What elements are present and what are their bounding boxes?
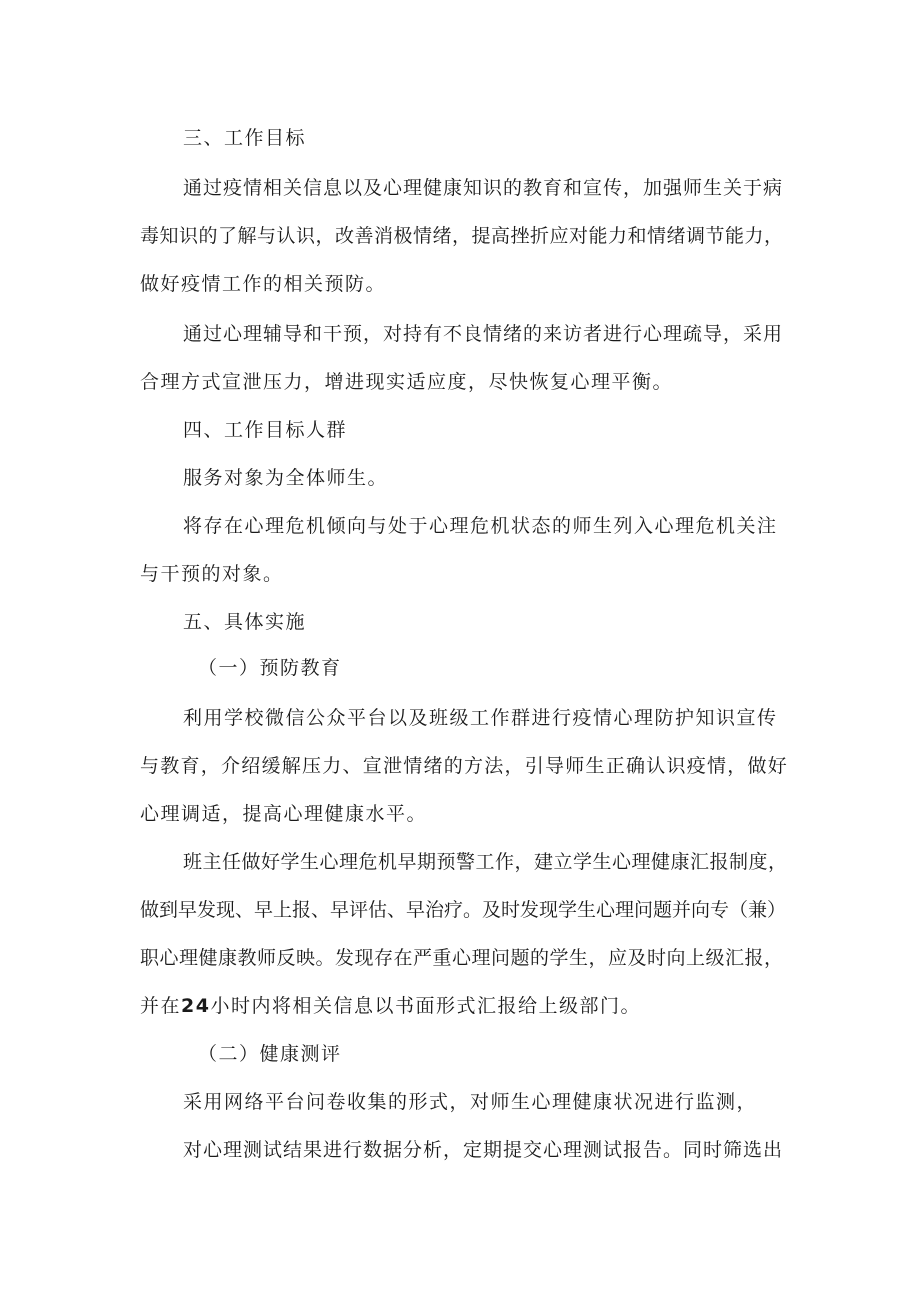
paragraph-line: 与干预的对象。	[140, 563, 284, 585]
paragraph-line: 职心理健康教师反映。发现存在严重心理问题的学生，应及时向上级汇报，	[140, 947, 784, 969]
paragraph-line: 将存在心理危机倾向与处于心理危机状态的师生列入心理危机关注	[183, 515, 778, 537]
paragraph-line	[140, 994, 641, 1018]
text-run: 并在	[140, 995, 182, 1017]
paragraph-line: 通过疫情相关信息以及心理健康知识的教育和宣传，加强师生关于病	[183, 177, 784, 199]
text-run: 小时内将相关信息以书面形式汇报给上级部门。	[210, 995, 641, 1017]
subsection2-heading: （二）健康测评	[198, 1043, 342, 1065]
paragraph-line: 利用学校微信公众平台以及班级工作群进行疫情心理防护知识宣传	[183, 707, 778, 729]
hours-number: 24	[181, 995, 211, 1017]
paragraph-line: 通过心理辅导和干预，对持有不良情绪的来访者进行心理疏导，采用	[183, 323, 784, 345]
paragraph-line: 对心理测试结果进行数据分析，定期提交心理测试报告。同时筛选出	[183, 1139, 784, 1161]
paragraph-line: 合理方式宣泄压力，增进现实适应度，尽快恢复心理平衡。	[140, 371, 674, 393]
paragraph-line: 采用网络平台问卷收集的形式，对师生心理健康状况进行监测，	[183, 1091, 758, 1113]
section5-heading: 五、具体实施	[183, 611, 307, 633]
paragraph-line: 毒知识的了解与认识，改善消极情绪，提高挫折应对能力和情绪调节能力，	[140, 225, 784, 247]
paragraph-line: 心理调适，提高心理健康水平。	[140, 803, 428, 825]
paragraph-line: 与教育，介绍缓解压力、宣泄情绪的方法，引导师生正确认识疫情，做好	[140, 755, 789, 777]
section4-heading: 四、工作目标人群	[183, 419, 348, 441]
paragraph-line: 班主任做好学生心理危机早期预警工作，建立学生心理健康汇报制度，	[183, 851, 788, 873]
subsection1-heading: （一）预防教育	[198, 657, 342, 679]
section3-heading: 三、工作目标	[183, 127, 307, 149]
paragraph-line: 做好疫情工作的相关预防。	[140, 273, 387, 295]
paragraph-line: 服务对象为全体师生。	[183, 467, 389, 489]
paragraph-line: 做到早发现、早上报、早评估、早治疗。及时发现学生心理问题并向专（兼）	[140, 899, 787, 921]
